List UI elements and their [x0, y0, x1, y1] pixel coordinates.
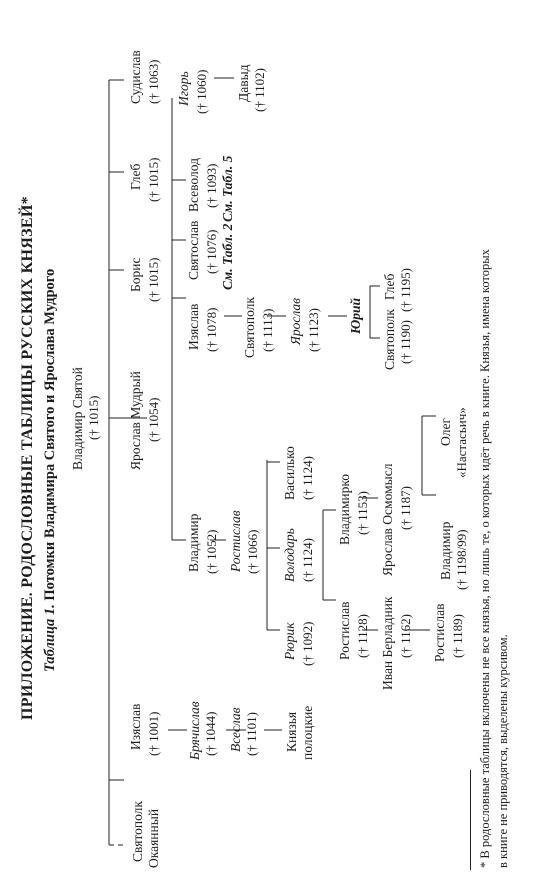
person-svyatopolk-okayanny-name2: Окаянный [146, 808, 161, 868]
person-yaroslav-date: († 1054) [146, 397, 161, 442]
person-gleb-1195-date: († 1195) [398, 268, 413, 312]
table-subtitle [42, 269, 59, 672]
person-bryachislav-name: Брячислав [187, 701, 202, 760]
person-svyatopolk-1190-name: Святополк [382, 309, 397, 370]
person-rostislav-1066-name: Ростислав [228, 510, 243, 572]
person-boris-date: († 1015) [146, 257, 161, 302]
person-vladimir-1052-name: Владимир [186, 513, 201, 572]
person-vladimir-1052-date: († 1052) [204, 529, 219, 574]
person-vsevolod-name: Всеволод [186, 158, 201, 212]
table-number: Таблица 1. [42, 604, 58, 672]
person-gleb-1015-name: Глеб [128, 163, 143, 190]
person-vseslav-date: († 1101) [244, 712, 259, 756]
person-vladimir-1198-date: († 1198/99) [454, 529, 469, 590]
person-rostislav-1066-date: († 1066) [245, 529, 260, 574]
person-yaroslav-name: Ярослав Мудрый [128, 371, 143, 470]
person-izyaslav-1078-name: Изяслав [186, 303, 201, 350]
polotsk-princes-line2: полоцкие [300, 705, 315, 760]
person-ivan-berladnik-date: († 1162) [398, 614, 413, 658]
person-vasilko-date: († 1124) [300, 456, 315, 500]
person-izyaslav-1001-name: Изяслав [128, 703, 143, 750]
person-boris-name: Борис [128, 257, 143, 292]
person-yaroslav-1123-name: Ярослав [288, 297, 303, 345]
svyatoslav-table-ref: См. Табл. 2 [220, 223, 235, 290]
person-vasilko-name: Василько [282, 446, 297, 500]
person-oleg-date: «Настасьич» [454, 407, 469, 478]
person-ryurik-date: († 1092) [300, 621, 315, 666]
polotsk-princes-line1: Князья [284, 711, 299, 752]
person-volodar-date: († 1124) [300, 538, 315, 582]
person-svyatoslav-name: Святослав [186, 220, 201, 280]
person-svyatopolk-1190-date: († 1190) [398, 320, 413, 364]
person-david-name: Давыд [236, 64, 251, 102]
person-svyatopolk-okayanny-name1: Святополк [130, 801, 145, 862]
person-bryachislav-date: († 1044) [203, 711, 218, 756]
vsevolod-table-ref: См. Табл. 5 [220, 155, 235, 222]
person-volodar-name: Володарь [282, 528, 297, 582]
person-izyaslav-1001-date: († 1001) [146, 711, 161, 756]
person-vseslav-name: Всеслав [228, 707, 243, 752]
person-svyatoslav-date: († 1076) [204, 229, 219, 274]
person-vladimir-name: Владимир Святой [70, 367, 85, 470]
person-rostislav-1189-name: Ростислав [432, 603, 447, 662]
person-ivan-berladnik-name: Иван Берладник [380, 596, 395, 690]
person-sudislav-date: († 1063) [146, 59, 161, 104]
person-rostislav-1128-name: Ростислав [337, 601, 352, 660]
person-svyatopolk-1113-name: Святополк [242, 297, 257, 358]
footnote-rule [470, 770, 471, 870]
page-title: ПРИЛОЖЕНИЕ. РОДОСЛОВНЫЕ ТАБЛИЦЫ РУССКИХ КНЯЗЕЙ* [19, 196, 36, 720]
person-david-date: († 1102) [252, 68, 267, 112]
person-sudislav-name: Судислав [128, 50, 143, 104]
person-svyatopolk-1113-date: († 1113) [260, 308, 275, 352]
person-igor-name: Игорь [176, 71, 191, 106]
person-izyaslav-1078-date: († 1078) [204, 307, 219, 352]
person-vsevolod-date: († 1093) [204, 163, 219, 208]
person-igor-date: († 1060) [194, 69, 209, 114]
person-rostislav-1128-date: († 1128) [355, 614, 370, 658]
footnote-line-1: * В родословные таблицы включены не все князья, но лишь те, о которых идёт речь в книге. Князья, имена которых [478, 249, 492, 868]
person-yaroslav-osmomysl-name: Ярослав Осмомысл [380, 463, 395, 576]
person-yaroslav-osmomysl-date: († 1187) [398, 486, 413, 530]
person-gleb-1015-date: († 1015) [146, 157, 161, 202]
person-yuri-name: Юрий [348, 297, 363, 334]
person-vladimirko-date: († 1153) [355, 491, 370, 535]
table-subtitle-text: Потомки Владимира Святого и Ярослава Мудрого [42, 268, 58, 601]
person-rostislav-1189-date: († 1189) [450, 614, 465, 658]
person-ryurik-name: Рюрик [282, 622, 297, 660]
person-vladimir-1198-name: Владимир [438, 521, 453, 580]
person-gleb-1195-name: Глеб [382, 273, 397, 300]
person-vladimir-date: († 1015) [86, 395, 101, 440]
person-yaroslav-1123-date: († 1123) [306, 308, 321, 352]
person-oleg-name: Олег [438, 417, 453, 446]
footnote-line-2: в книге не приводятся, выделены курсивом. [496, 634, 510, 868]
person-vladimirko-name: Владимирко [337, 474, 352, 545]
